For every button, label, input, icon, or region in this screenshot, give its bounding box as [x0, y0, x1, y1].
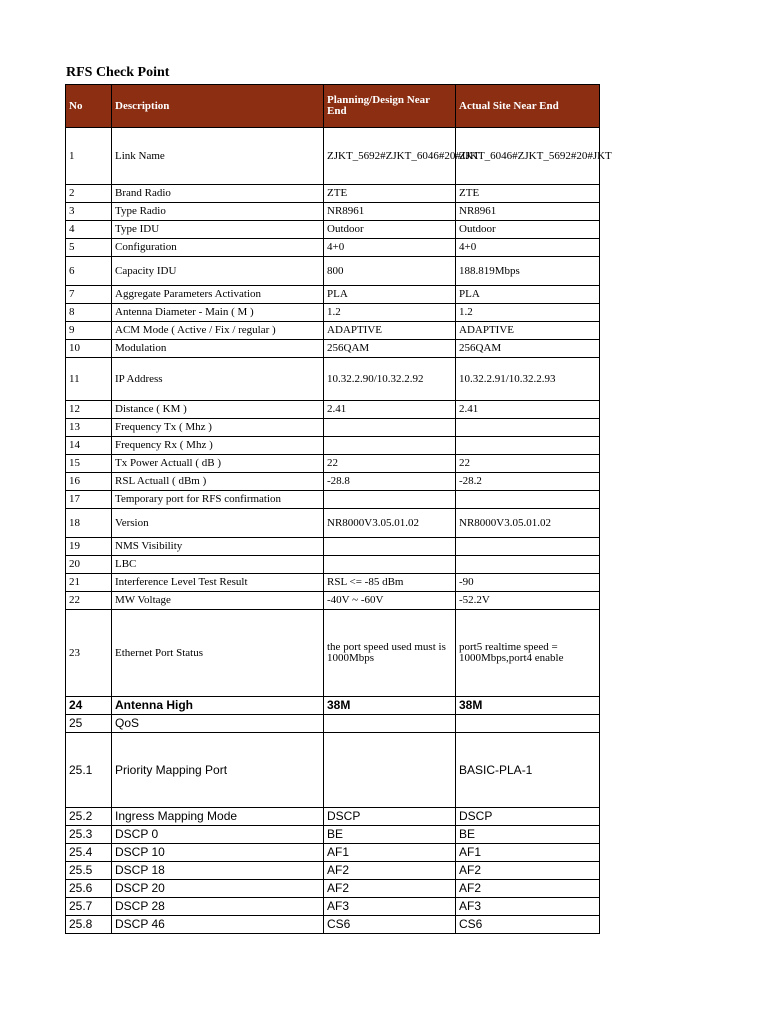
cell-actual: BE: [456, 826, 600, 844]
cell-planning: DSCP: [324, 808, 456, 826]
cell-planning: [324, 733, 456, 808]
cell-actual: [456, 437, 600, 455]
cell-description: Link Name: [112, 128, 324, 185]
cell-planning: NR8961: [324, 203, 456, 221]
table-row: [66, 898, 600, 916]
table-row: [66, 401, 600, 419]
cell-no: 3: [66, 203, 112, 221]
cell-actual: PLA: [456, 286, 600, 304]
cell-no: 13: [66, 419, 112, 437]
table-row: [66, 592, 600, 610]
cell-description: Modulation: [112, 340, 324, 358]
cell-planning: PLA: [324, 286, 456, 304]
cell-actual: Outdoor: [456, 221, 600, 239]
cell-actual: 4+0: [456, 239, 600, 257]
cell-planning: ZTE: [324, 185, 456, 203]
cell-description: Antenna Diameter - Main ( M ): [112, 304, 324, 322]
cell-planning: NR8000V3.05.01.02: [324, 509, 456, 538]
cell-description: Version: [112, 509, 324, 538]
table-row: [66, 916, 600, 934]
table-row: [66, 221, 600, 239]
cell-planning: BE: [324, 826, 456, 844]
table-row: [66, 304, 600, 322]
cell-no: 17: [66, 491, 112, 509]
header-description: Description: [112, 85, 324, 128]
cell-no: 25.5: [66, 862, 112, 880]
cell-no: 11: [66, 358, 112, 401]
table-row: [66, 455, 600, 473]
cell-no: 24: [66, 697, 112, 715]
cell-actual: 188.819Mbps: [456, 257, 600, 286]
table-row: [66, 808, 600, 826]
table-row: [66, 419, 600, 437]
cell-no: 9: [66, 322, 112, 340]
cell-no: 12: [66, 401, 112, 419]
cell-actual: -28.2: [456, 473, 600, 491]
cell-actual: BASIC-PLA-1: [456, 733, 600, 808]
table-row: [66, 538, 600, 556]
table-row: [66, 322, 600, 340]
cell-no: 25.3: [66, 826, 112, 844]
cell-planning: 10.32.2.90/10.32.2.92: [324, 358, 456, 401]
cell-actual: AF2: [456, 862, 600, 880]
cell-no: 1: [66, 128, 112, 185]
header-planning: Planning/Design Near End: [324, 85, 456, 128]
cell-actual: [456, 715, 600, 733]
cell-actual: 10.32.2.91/10.32.2.93: [456, 358, 600, 401]
cell-description: DSCP 28: [112, 898, 324, 916]
cell-actual: 1.2: [456, 304, 600, 322]
table-row: [66, 556, 600, 574]
table-row: [66, 473, 600, 491]
cell-actual: ADAPTIVE: [456, 322, 600, 340]
cell-no: 21: [66, 574, 112, 592]
cell-description: Priority Mapping Port: [112, 733, 324, 808]
cell-description: Brand Radio: [112, 185, 324, 203]
cell-description: MW Voltage: [112, 592, 324, 610]
cell-actual: 22: [456, 455, 600, 473]
cell-no: 4: [66, 221, 112, 239]
cell-planning: AF1: [324, 844, 456, 862]
cell-no: 23: [66, 610, 112, 697]
cell-planning: AF2: [324, 862, 456, 880]
cell-no: 18: [66, 509, 112, 538]
cell-description: DSCP 18: [112, 862, 324, 880]
cell-description: Configuration: [112, 239, 324, 257]
cell-planning: the port speed used must is 1000Mbps: [324, 610, 456, 697]
cell-planning: -40V ~ -60V: [324, 592, 456, 610]
cell-planning: [324, 715, 456, 733]
table-row: [66, 128, 600, 185]
cell-description: Type Radio: [112, 203, 324, 221]
header-no: No: [66, 85, 112, 128]
cell-description: DSCP 20: [112, 880, 324, 898]
table-row: [66, 239, 600, 257]
cell-planning: -28.8: [324, 473, 456, 491]
cell-description: Frequency Tx ( Mhz ): [112, 419, 324, 437]
cell-no: 8: [66, 304, 112, 322]
cell-description: Aggregate Parameters Activation: [112, 286, 324, 304]
cell-description: DSCP 46: [112, 916, 324, 934]
cell-planning: 22: [324, 455, 456, 473]
cell-planning: AF3: [324, 898, 456, 916]
table-row: [66, 715, 600, 733]
cell-planning: [324, 538, 456, 556]
cell-description: Tx Power Actuall ( dB ): [112, 455, 324, 473]
cell-actual: AF3: [456, 898, 600, 916]
cell-description: Interference Level Test Result: [112, 574, 324, 592]
cell-planning: ZJKT_5692#ZJKT_6046#20#JKT: [324, 128, 456, 185]
cell-description: ACM Mode ( Active / Fix / regular ): [112, 322, 324, 340]
cell-planning: 256QAM: [324, 340, 456, 358]
table-row: [66, 358, 600, 401]
cell-no: 16: [66, 473, 112, 491]
cell-description: Antenna High: [112, 697, 324, 715]
cell-description: Capacity IDU: [112, 257, 324, 286]
cell-planning: CS6: [324, 916, 456, 934]
header-actual: Actual Site Near End: [456, 85, 600, 128]
cell-planning: [324, 491, 456, 509]
table-row: [66, 862, 600, 880]
cell-no: 25.2: [66, 808, 112, 826]
table-row: [66, 286, 600, 304]
cell-no: 6: [66, 257, 112, 286]
cell-description: Temporary port for RFS confirmation: [112, 491, 324, 509]
table-header-row: [66, 85, 600, 128]
cell-no: 5: [66, 239, 112, 257]
table-row: [66, 340, 600, 358]
cell-actual: CS6: [456, 916, 600, 934]
cell-planning: [324, 419, 456, 437]
cell-actual: AF2: [456, 880, 600, 898]
cell-planning: 38M: [324, 697, 456, 715]
cell-description: QoS: [112, 715, 324, 733]
cell-description: Ethernet Port Status: [112, 610, 324, 697]
table-row: [66, 185, 600, 203]
table-row: [66, 610, 600, 697]
cell-actual: 38M: [456, 697, 600, 715]
cell-planning: AF2: [324, 880, 456, 898]
cell-no: 14: [66, 437, 112, 455]
cell-no: 25.6: [66, 880, 112, 898]
cell-no: 25.7: [66, 898, 112, 916]
cell-no: 25: [66, 715, 112, 733]
table-row: [66, 697, 600, 715]
page-title: RFS Check Point: [66, 65, 170, 80]
cell-description: DSCP 10: [112, 844, 324, 862]
cell-actual: [456, 556, 600, 574]
cell-actual: ZTE: [456, 185, 600, 203]
cell-actual: [456, 491, 600, 509]
cell-description: LBC: [112, 556, 324, 574]
cell-actual: -90: [456, 574, 600, 592]
cell-planning: Outdoor: [324, 221, 456, 239]
cell-actual: NR8000V3.05.01.02: [456, 509, 600, 538]
cell-planning: 1.2: [324, 304, 456, 322]
cell-actual: AF1: [456, 844, 600, 862]
cell-description: NMS Visibility: [112, 538, 324, 556]
table-row: [66, 437, 600, 455]
cell-actual: 2.41: [456, 401, 600, 419]
table-row: [66, 491, 600, 509]
cell-planning: 800: [324, 257, 456, 286]
cell-actual: [456, 419, 600, 437]
table-row: [66, 826, 600, 844]
table-row: [66, 733, 600, 808]
cell-no: 19: [66, 538, 112, 556]
cell-actual: NR8961: [456, 203, 600, 221]
cell-description: Frequency Rx ( Mhz ): [112, 437, 324, 455]
cell-actual: -52.2V: [456, 592, 600, 610]
table-row: [66, 844, 600, 862]
cell-actual: 256QAM: [456, 340, 600, 358]
cell-description: Type IDU: [112, 221, 324, 239]
cell-no: 25.8: [66, 916, 112, 934]
cell-description: Ingress Mapping Mode: [112, 808, 324, 826]
rfs-checkpoint-table: [65, 84, 612, 934]
table-row: [66, 574, 600, 592]
cell-no: 7: [66, 286, 112, 304]
cell-no: 15: [66, 455, 112, 473]
cell-no: 22: [66, 592, 112, 610]
cell-description: RSL Actuall ( dBm ): [112, 473, 324, 491]
cell-planning: ADAPTIVE: [324, 322, 456, 340]
cell-actual: [456, 538, 600, 556]
cell-actual: DSCP: [456, 808, 600, 826]
cell-no: 25.1: [66, 733, 112, 808]
table-row: [66, 257, 600, 286]
table-row: [66, 203, 600, 221]
cell-planning: 2.41: [324, 401, 456, 419]
cell-no: 10: [66, 340, 112, 358]
cell-description: DSCP 0: [112, 826, 324, 844]
cell-description: Distance ( KM ): [112, 401, 324, 419]
table-row: [66, 880, 600, 898]
cell-planning: 4+0: [324, 239, 456, 257]
cell-no: 2: [66, 185, 112, 203]
table-row: [66, 509, 600, 538]
cell-description: IP Address: [112, 358, 324, 401]
cell-planning: [324, 556, 456, 574]
cell-planning: RSL <= -85 dBm: [324, 574, 456, 592]
cell-no: 25.4: [66, 844, 112, 862]
cell-no: 20: [66, 556, 112, 574]
cell-planning: [324, 437, 456, 455]
cell-actual: ZJKT_6046#ZJKT_5692#20#JKT: [456, 128, 600, 185]
cell-actual: port5 realtime speed = 1000Mbps,port4 enable: [456, 610, 600, 697]
